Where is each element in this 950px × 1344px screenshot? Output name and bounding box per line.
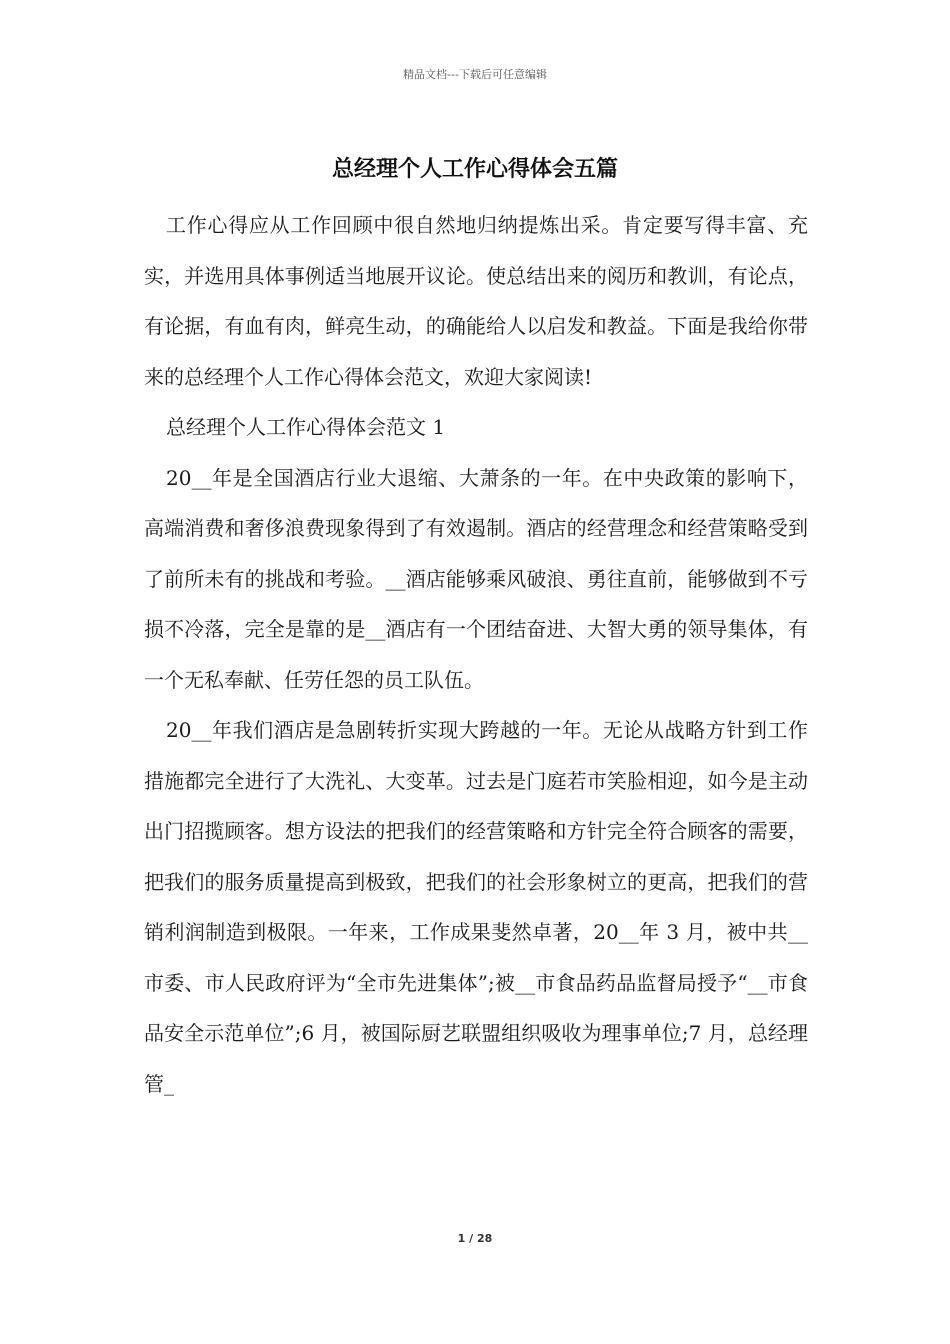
document-body bbox=[144, 200, 808, 1109]
body-paragraph: 20__年是全国酒店行业大退缩、大萧条的一年。在中央政策的影响下，高端消费和奢侈浪费现象得到了有效遏制。酒店的经营理念和经营策略受到了前所未有的挑战和考验。__酒店能够乘风破浪、勇往直前，能够做到不亏损不冷落，完全是靠的是__酒店有一个团结奋进、大智大勇的领导集体，有一个无私奉献、任劳任怨的员工队伍。 bbox=[144, 465, 808, 692]
intro-paragraph: 工作心得应从工作回顾中很自然地归纳提炼出采。肯定要写得丰富、充实，并选用具体事例适当地展开议论。使总结出来的阅历和教训，有论点，有论据，有血有肉，鲜亮生动，的确能给人以启发和教益。下面是我给你带来的总经理个人工作心得体会范文，欢迎大家阅读! bbox=[144, 213, 808, 389]
section-heading: 总经理个人工作心得体会范文 1 bbox=[166, 415, 446, 439]
body-paragraph: 20__年我们酒店是急剧转折实现大跨越的一年。无论从战略方针到工作措施都完全进行了大洗礼、大变革。过去是门庭若市笑脸相迎，如今是主动出门招揽顾客。想方设法的把我们的经营策略和方针完全符合顾客的需要，把我们的服务质量提高到极致，把我们的社会形象树立的更高，把我们的营销利润制造到极限。一年来，工作成果斐然卓著，20__年 3 月，被中共__市委、市人民政府评为“全市先进集体”;被__市食品药品监督局授予“__市食品安全示范单位”;6 月，被国际厨艺联盟组织吸收为理事单位;7 月，总经理管_ bbox=[144, 718, 808, 1096]
document-title: 总经理个人工作心得体会五篇 bbox=[331, 157, 618, 182]
page-number: 1 / 28 bbox=[457, 1232, 493, 1245]
page-header: 精品文档---下载后可任意编辑 bbox=[403, 68, 547, 81]
